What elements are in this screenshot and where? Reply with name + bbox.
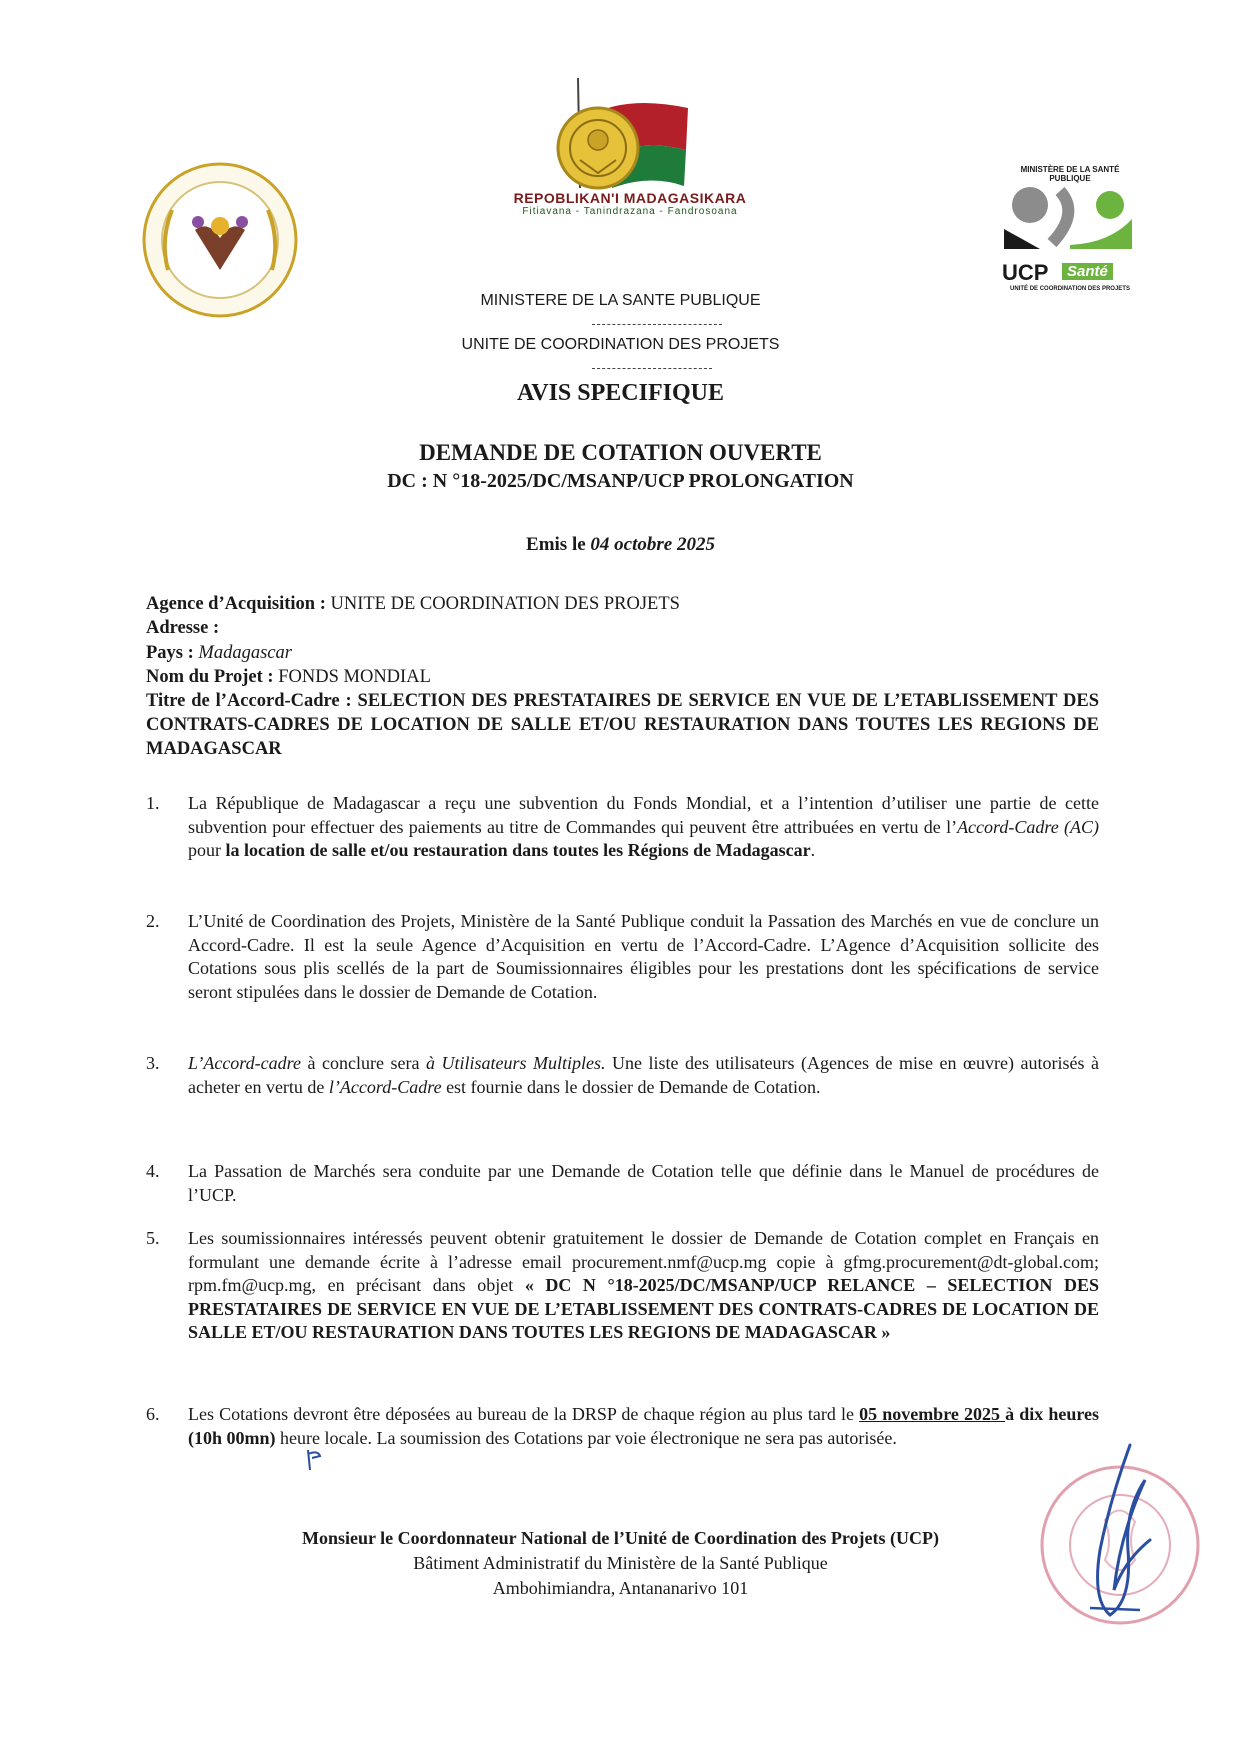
ucp-logo-ucp-text: UCP [1002, 260, 1049, 285]
info-pays [146, 641, 1099, 665]
item-number: 6. [146, 1404, 160, 1424]
item-text: est fournie dans le dossier de Demande de Cotation. [441, 1076, 821, 1097]
deadline-date: 05 novembre 2025 [859, 1404, 1006, 1424]
initials-mark [304, 1448, 324, 1472]
issue-date-line [0, 534, 1241, 556]
item-text: pour [188, 840, 226, 860]
item-number: 1. [146, 793, 160, 813]
item-text-bold: la location de salle et/ou restauration dans toutes les Régions de Madagascar [225, 840, 811, 860]
item-number: 5. [146, 1228, 160, 1248]
projet-label: Nom du Projet : [146, 667, 279, 687]
ucp-people-icon [1000, 183, 1140, 255]
item-text-italic: à Utilisateurs Multiples. [425, 1053, 606, 1073]
unit-name: UNITE DE COORDINATION DES PROJETS [461, 336, 780, 353]
item-number: 4. [146, 1161, 160, 1181]
footer-addressee: Monsieur le Coordonnateur National de l’Unité de Coordination des Projets (UCP) [302, 1528, 939, 1548]
info-adresse [146, 616, 1099, 640]
item-text-italic: l’Accord-Cadre [328, 1076, 442, 1097]
ministry-name: MINISTERE DE LA SANTE PUBLIQUE [480, 292, 761, 309]
republic-text [470, 190, 790, 217]
titre-label: Titre de l’Accord-Cadre : [146, 691, 358, 711]
info-projet [146, 665, 1099, 689]
footer-city: Ambohimiandra, Antananarivo 101 [492, 1578, 749, 1598]
divider-line [592, 324, 722, 325]
document-reference: DC : N °18-2025/DC/MSANP/UCP PROLONGATION [387, 470, 854, 492]
ucp-logo-bottom-text: UNITÉ DE COORDINATION DES PROJETS [1010, 286, 1130, 292]
item-text-italic: L’Accord-cadre [188, 1053, 301, 1073]
republic-motto: Fitiavana - Tanindrazana - Fandrosoana [522, 206, 738, 217]
issue-date-label: Emis le [526, 534, 591, 555]
divider-line [592, 368, 712, 369]
item-text: heure locale. La soumission des Cotations par voie électronique ne sera pas autorisée. [275, 1427, 897, 1448]
item-text: . [810, 840, 816, 860]
republic-title: REPOBLIKAN'I MADAGASIKARA [513, 190, 747, 206]
list-item [146, 1403, 1099, 1450]
item-text-italic: Accord-Cadre (AC) [957, 816, 1099, 837]
item-text: Une liste des utilisateurs (Agences de mise en œuvre) autorisés à acheter en vertu de [188, 1053, 1100, 1097]
item-text: Les soumissionnaires intéressés peuvent obtenir gratuitement le dossier de Demande de Cotation complet en Français en formulant une demande écrite à l’adresse email procurement.nmf@ucp.mg copie à gfmg.procurement@dt-global.com; rpm.fm@ucp.mg, en précisant dans objet [188, 1228, 1099, 1295]
list-item [146, 1052, 1099, 1099]
list-item [146, 910, 1099, 1004]
item-number: 2. [146, 911, 160, 931]
document-subtitle: DEMANDE DE COTATION OUVERTE [419, 440, 822, 465]
item-number: 3. [146, 1053, 160, 1073]
ucp-logo-sante-text: Santé [1062, 263, 1113, 280]
pays-label: Pays : [146, 643, 199, 663]
footer-building: Bâtiment Administratif du Ministère de la Santé Publique [413, 1553, 828, 1573]
issue-date-value: 04 octobre 2025 [590, 534, 715, 555]
ucp-logo-top-text: MINISTÈRE DE LA SANTÉ PUBLIQUE [1020, 165, 1120, 183]
item-text: à conclure sera [300, 1053, 426, 1073]
pays-value: Madagascar [198, 643, 292, 663]
item-text: La République de Madagascar a reçu une subvention du Fonds Mondial, et a l’intention d’utiliser une partie de cette subvention pour effectuer des paiements au titre de Commandes qui peuvent être attribuées en vertu de l’ [188, 793, 1099, 837]
projet-value: FONDS MONDIAL [278, 667, 431, 687]
ucp-sante-logo [1000, 165, 1140, 290]
adresse-label: Adresse : [146, 618, 220, 638]
list-item [146, 792, 1099, 863]
signature [1070, 1440, 1160, 1630]
list-item [146, 1160, 1099, 1207]
republic-seal-logo [550, 78, 690, 208]
list-item [146, 1227, 1099, 1345]
info-agence [146, 592, 1099, 616]
item-text: L’Unité de Coordination des Projets, Ministère de la Santé Publique conduit la Passation des Marchés en vue de conclure un Accord-Cadre. Il est la seule Agence d’Acquisition en vertu de l’Accord-Cadre. L’Agence d’Acquisition sollicite des Cotations sous plis scellés de la part de Soumissionnaires éligibles pour les prestations dont les spécifications de service seront stipulées dans le dossier de Demande de Cotation. [188, 911, 1099, 1002]
item-text: La Passation de Marchés sera conduite par une Demande de Cotation telle que définie dans le Manuel de procédures de l’UCP. [188, 1161, 1099, 1205]
info-titre [146, 689, 1099, 761]
agence-label: Agence d’Acquisition : [146, 594, 331, 614]
agence-value: UNITE DE COORDINATION DES PROJETS [330, 594, 680, 614]
item-text: Les Cotations devront être déposées au bureau de la DRSP de chaque région au plus tard le [188, 1404, 860, 1424]
item-text-bold: « DC N °18-2025/DC/MSANP/UCP RELANCE – SELECTION DES PRESTATAIRES DE SERVICE EN VUE DE L’ETABLISSEMENT DES CONTRATS-CADRES DE LOCATION DE SALLE ET/OU RESTAURATION DANS TOUTES LES REGIONS DE MADAGASCAR » [188, 1275, 1099, 1342]
deadline-time: à dix heures (10h 00mn) [188, 1404, 1099, 1448]
document-title: AVIS SPECIFIQUE [517, 380, 724, 406]
titre-value: SELECTION DES PRESTATAIRES DE SERVICE EN VUE DE L’ETABLISSEMENT DES CONTRATS-CADRES DE LOCATION DE SALLE ET/OU RESTAURATION DANS TOUTES LES REGIONS DE MADAGASCAR [146, 691, 1099, 759]
